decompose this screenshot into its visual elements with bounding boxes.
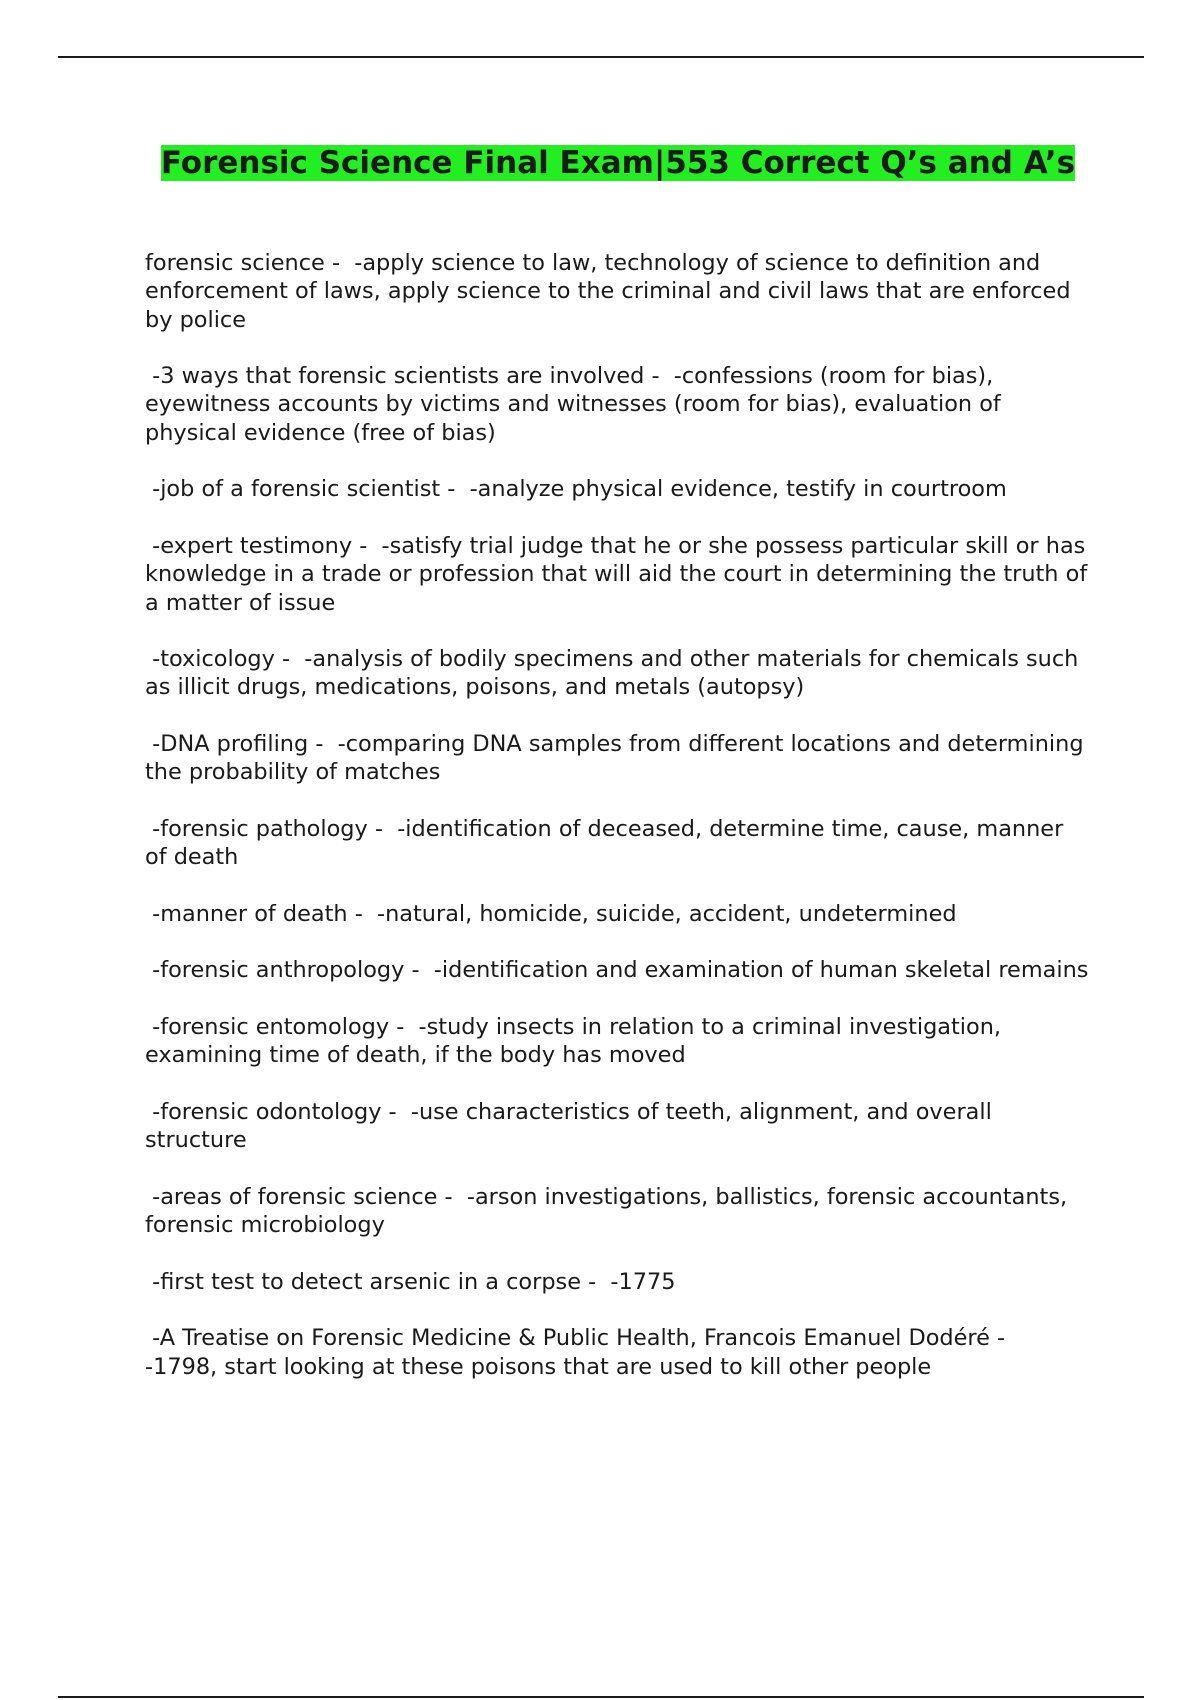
qa-entry-ways-involved: -3 ways that forensic scientists are involved - -confessions (room for bias), eyewitness accounts by victims and witnesses (room for bias), evaluation of physical evidence (free of bias): [145, 363, 1008, 446]
qa-entry-forensic-science: forensic science - -apply science to law, technology of science to definition and enforcement of laws, apply science to the criminal and civil laws that are enforced by police: [145, 250, 1078, 333]
qa-entry-toxicology: -toxicology - -analysis of bodily specimens and other materials for chemicals such as illicit drugs, medications, poisons, and metals (autopsy): [145, 646, 1086, 701]
title-highlight: Forensic Science Final Exam|553 Correct Q’s and A’s: [160, 145, 1076, 181]
qa-entry-dna-profiling: -DNA profiling - -comparing DNA samples from different locations and determining the probability of matches: [145, 731, 1091, 786]
qa-entry-forensic-pathology: -forensic pathology - -identification of deceased, determine time, cause, manner of death: [145, 815, 1071, 871]
qa-list: [145, 249, 1095, 1409]
header-rule: [58, 56, 1144, 58]
qa-entry-forensic-entomology: -forensic entomology - -study insects in relation to a criminal investigation, examining time of death, if the body has moved: [145, 1014, 1009, 1069]
qa-entry-arsenic-test: -first test to detect arsenic in a corpse - -1775: [145, 1268, 676, 1295]
qa-entry-forensic-anthropology: -forensic anthropology - -identification and examination of human skeletal remains: [145, 957, 1089, 984]
footer-rule: [58, 1696, 1144, 1698]
qa-entry-expert-testimony: -expert testimony - -satisfy trial judge that he or she possess particular skill or has knowledge in a trade or profession that will aid the court in determining the truth of a matter of issue: [145, 532, 1095, 616]
qa-entry-manner-of-death: -manner of death - -natural, homicide, suicide, accident, undetermined: [145, 900, 957, 927]
qa-entry-job: -job of a forensic scientist - -analyze physical evidence, testify in courtroom: [145, 476, 1007, 503]
qa-entry-treatise: -A Treatise on Forensic Medicine & Public Health, Francois Emanuel Dodéré - -1798, start looking at these poisons that are used to kill other people: [145, 1325, 1020, 1380]
document-title: [145, 144, 1091, 183]
qa-entry-areas: -areas of forensic science - -arson investigations, ballistics, forensic accountants, forensic microbiology: [145, 1183, 1075, 1239]
qa-entry-forensic-odontology: -forensic odontology - -use characteristics of teeth, alignment, and overall structure: [145, 1098, 999, 1154]
